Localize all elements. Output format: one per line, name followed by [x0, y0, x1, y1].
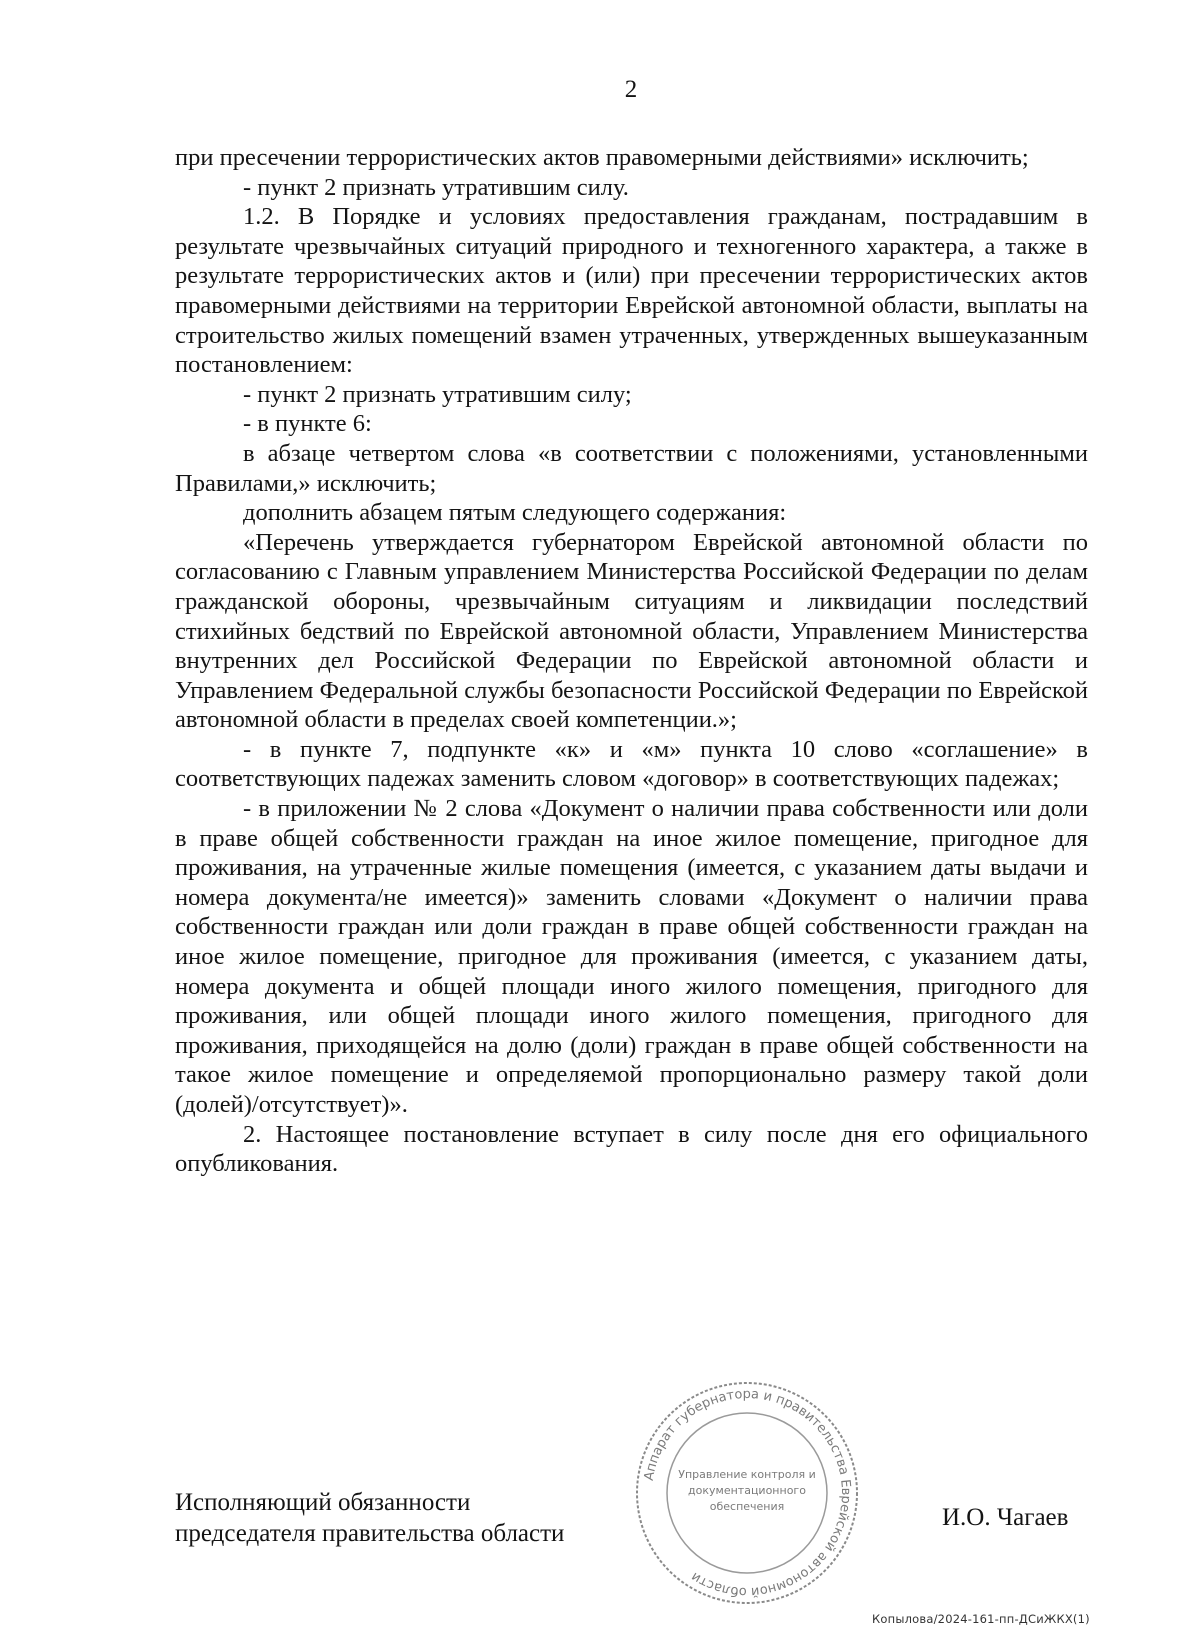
paragraph: - в пункте 7, подпункте «к» и «м» пункта 10 слово «соглашение» в соответствующих падежах заменить словом «договор» в соответствующих падежах; — [175, 735, 1088, 793]
signatory-position-line: председателя правительства области — [175, 1520, 565, 1547]
paragraph: дополнить абзацем пятым следующего содержания: — [243, 499, 787, 527]
stamp-inner-text: Управление контроля и — [678, 1468, 816, 1481]
paragraph: 2. Настоящее постановление вступает в силу после дня его официального опубликования. — [175, 1120, 1088, 1178]
official-stamp — [632, 1378, 862, 1608]
stamp-outer-text: Аппарат губернатора и правительства Еврейской автономной области — [641, 1386, 854, 1600]
paragraph: при пресечении террористических актов правомерными действиями» исключить; — [175, 144, 1029, 171]
paragraph: - в приложении № 2 слова «Документ о наличии права собственности или доли в праве общей собственности граждан на иное жилое помещение, пригодное для проживания, на утраченные жилые помещения (имеется, с указанием даты выдачи и номера документа/не имеется)» заменить словами «Документ о наличии права собственности граждан или доли граждан в праве общей собственности граждан на иное жилое помещение, пригодное для проживания (имеется, с указанием даты, номера документа и общей площади иного жилого помещения, пригодного для проживания, или общей площади иного жилого помещения, пригодного для проживания, приходящейся на долю (доли) граждан в праве общей собственности на такое жилое помещение и определяемой пропорционально размеру такой доли (долей)/отсутствует)». — [175, 795, 1088, 1118]
signatory-position-line: Исполняющий обязанности — [175, 1489, 471, 1516]
page-number: 2 — [624, 76, 638, 103]
stamp-inner-text: документационного — [688, 1484, 806, 1497]
signatory-name: И.О. Чагаев — [942, 1504, 1069, 1531]
stamp-inner-text: обеспечения — [709, 1500, 785, 1513]
paragraph: «Перечень утверждается губернатором Еврейской автономной области по согласованию с Главным управлением Министерства Российской Федерации по делам гражданской обороны, чрезвычайным ситуациям и ликвидации последствий стихийных бедствий по Еврейской автономной области, Управлением Министерства внутренних дел Российской Федерации по Еврейской автономной области и Управлением Федеральной службы безопасности Российской Федерации по Еврейской автономной области в пределах своей компетенции.»; — [175, 528, 1088, 734]
paragraph: - в пункте 6: — [243, 410, 372, 438]
paragraph: в абзаце четвертом слова «в соответствии с положениями, установленными Правилами,» исключить; — [175, 439, 1088, 497]
paragraph: - пункт 2 признать утратившим силу. — [243, 173, 629, 201]
signatory-position — [175, 1487, 564, 1549]
paragraph: - пункт 2 признать утратившим силу; — [243, 380, 632, 408]
document-body — [175, 143, 1088, 1179]
paragraph: 1.2. В Порядке и условиях предоставления гражданам, пострадавшим в результате чрезвычайных ситуаций природного и техногенного характера, а также в результате террористических актов и (или) при пресечении террористических актов правомерными действиями на территории Еврейской автономной области, выплаты на строительство жилых помещений взамен утраченных, утвержденных вышеуказанным постановлением: — [175, 203, 1088, 379]
document-footer-code: Копылова/2024-161-пп-ДСиЖКХ(1) — [872, 1612, 1090, 1626]
